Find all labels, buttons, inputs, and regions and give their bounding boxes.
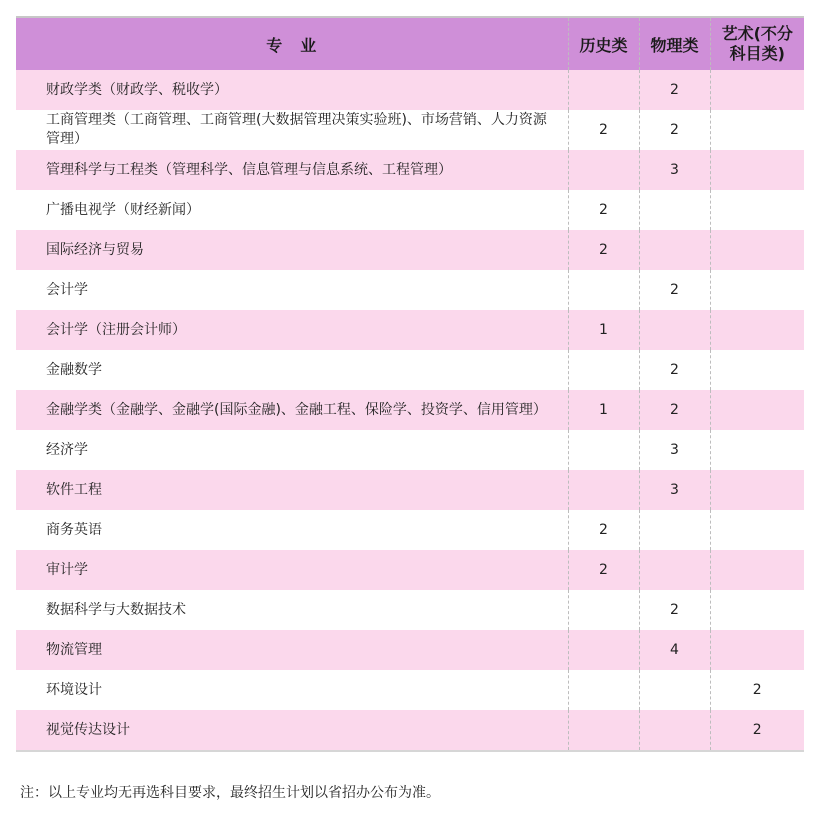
cell-history bbox=[568, 710, 639, 751]
cell-major: 软件工程 bbox=[16, 470, 568, 510]
cell-history bbox=[568, 350, 639, 390]
column-header-art-line2: 科目类) bbox=[729, 44, 785, 63]
cell-major: 经济学 bbox=[16, 430, 568, 470]
column-header-history: 历史类 bbox=[568, 17, 639, 70]
enrollment-plan-table bbox=[16, 16, 804, 752]
cell-art bbox=[710, 150, 804, 190]
cell-major: 物流管理 bbox=[16, 630, 568, 670]
table-body bbox=[16, 70, 804, 751]
cell-art bbox=[710, 430, 804, 470]
cell-history bbox=[568, 470, 639, 510]
cell-physics bbox=[639, 510, 710, 550]
cell-major: 国际经济与贸易 bbox=[16, 230, 568, 270]
cell-history: 2 bbox=[568, 510, 639, 550]
cell-history: 2 bbox=[568, 230, 639, 270]
cell-major: 财政学类（财政学、税收学） bbox=[16, 70, 568, 110]
column-header-art-line1: 艺术(不分 bbox=[721, 24, 793, 43]
table-row bbox=[16, 110, 804, 150]
table-row bbox=[16, 590, 804, 630]
cell-history: 2 bbox=[568, 110, 639, 150]
cell-major: 会计学（注册会计师） bbox=[16, 310, 568, 350]
cell-physics: 2 bbox=[639, 390, 710, 430]
table-row bbox=[16, 310, 804, 350]
cell-history: 2 bbox=[568, 550, 639, 590]
table-row bbox=[16, 470, 804, 510]
cell-major: 数据科学与大数据技术 bbox=[16, 590, 568, 630]
table-row bbox=[16, 510, 804, 550]
table-row bbox=[16, 670, 804, 710]
cell-physics: 2 bbox=[639, 350, 710, 390]
column-header-major: 专 业 bbox=[16, 17, 568, 70]
table-row bbox=[16, 630, 804, 670]
cell-major: 环境设计 bbox=[16, 670, 568, 710]
cell-physics: 3 bbox=[639, 430, 710, 470]
table-row bbox=[16, 190, 804, 230]
cell-physics: 2 bbox=[639, 270, 710, 310]
cell-art bbox=[710, 390, 804, 430]
table-row bbox=[16, 390, 804, 430]
cell-history bbox=[568, 430, 639, 470]
cell-art bbox=[710, 270, 804, 310]
cell-physics bbox=[639, 550, 710, 590]
cell-history bbox=[568, 70, 639, 110]
cell-history bbox=[568, 630, 639, 670]
table-row bbox=[16, 270, 804, 310]
cell-major: 工商管理类（工商管理、工商管理(大数据管理决策实验班)、市场营销、人力资源管理） bbox=[16, 110, 568, 150]
enrollment-plan-table-container bbox=[16, 16, 804, 752]
table-row bbox=[16, 350, 804, 390]
cell-history bbox=[568, 150, 639, 190]
cell-major: 金融学类（金融学、金融学(国际金融)、金融工程、保险学、投资学、信用管理） bbox=[16, 390, 568, 430]
cell-physics bbox=[639, 190, 710, 230]
cell-history bbox=[568, 270, 639, 310]
cell-major: 商务英语 bbox=[16, 510, 568, 550]
table-row bbox=[16, 710, 804, 751]
table-row bbox=[16, 230, 804, 270]
table-row bbox=[16, 150, 804, 190]
cell-art bbox=[710, 230, 804, 270]
cell-major: 管理科学与工程类（管理科学、信息管理与信息系统、工程管理） bbox=[16, 150, 568, 190]
cell-physics: 4 bbox=[639, 630, 710, 670]
cell-major: 审计学 bbox=[16, 550, 568, 590]
cell-art bbox=[710, 70, 804, 110]
cell-art bbox=[710, 630, 804, 670]
column-header-art bbox=[710, 17, 804, 70]
cell-history: 2 bbox=[568, 190, 639, 230]
cell-art: 2 bbox=[710, 710, 804, 751]
cell-major: 会计学 bbox=[16, 270, 568, 310]
cell-art: 2 bbox=[710, 670, 804, 710]
cell-physics bbox=[639, 670, 710, 710]
cell-physics: 3 bbox=[639, 470, 710, 510]
footnote: 注：以上专业均无再选科目要求，最终招生计划以省招办公布为准。 bbox=[20, 785, 440, 801]
cell-art bbox=[710, 590, 804, 630]
cell-art bbox=[710, 310, 804, 350]
table-header-row bbox=[16, 17, 804, 70]
cell-history: 1 bbox=[568, 390, 639, 430]
cell-art bbox=[710, 510, 804, 550]
cell-physics: 3 bbox=[639, 150, 710, 190]
cell-physics bbox=[639, 310, 710, 350]
cell-physics bbox=[639, 710, 710, 751]
cell-history bbox=[568, 670, 639, 710]
cell-physics: 2 bbox=[639, 590, 710, 630]
cell-major: 视觉传达设计 bbox=[16, 710, 568, 751]
cell-art bbox=[710, 350, 804, 390]
table-row bbox=[16, 70, 804, 110]
cell-art bbox=[710, 550, 804, 590]
table-row bbox=[16, 430, 804, 470]
cell-history: 1 bbox=[568, 310, 639, 350]
cell-major: 金融数学 bbox=[16, 350, 568, 390]
cell-physics: 2 bbox=[639, 70, 710, 110]
cell-history bbox=[568, 590, 639, 630]
cell-art bbox=[710, 470, 804, 510]
cell-art bbox=[710, 190, 804, 230]
cell-physics: 2 bbox=[639, 110, 710, 150]
cell-physics bbox=[639, 230, 710, 270]
table-row bbox=[16, 550, 804, 590]
cell-major: 广播电视学（财经新闻） bbox=[16, 190, 568, 230]
cell-art bbox=[710, 110, 804, 150]
column-header-physics: 物理类 bbox=[639, 17, 710, 70]
